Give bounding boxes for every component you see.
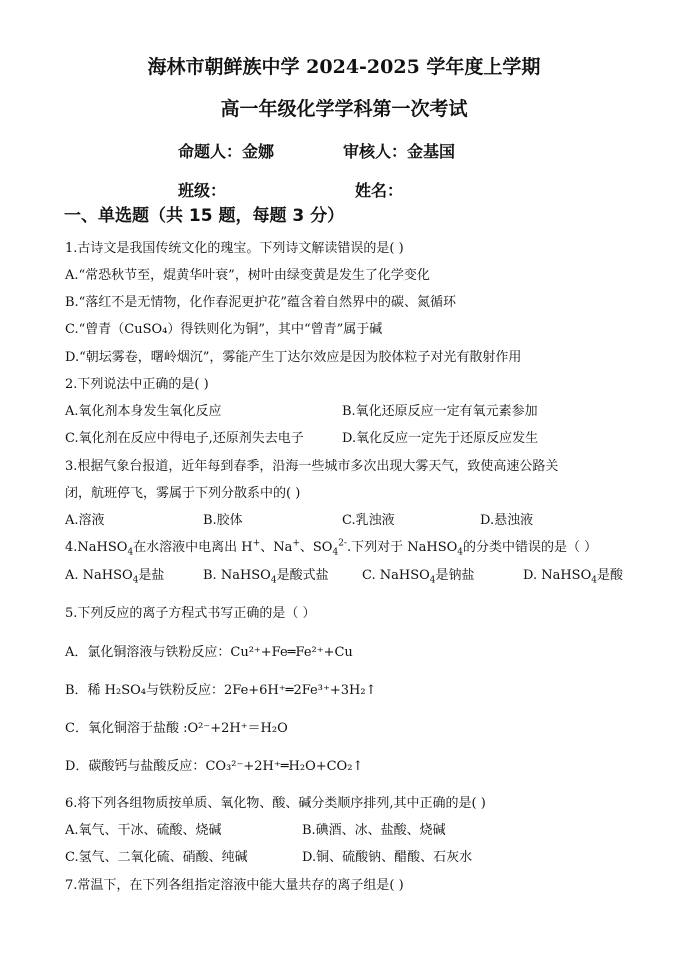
question-1-option-a: A.“常恐秋节至，焜黄华叶衰”，树叶由绿变黄是发生了化学变化	[65, 268, 430, 283]
question-reviewer: 审核人：金基国	[343, 142, 456, 161]
class-field-label: 班级：	[178, 181, 227, 200]
question-6-option-d: D.铜、硫酸钠、醋酸、石灰水	[302, 850, 473, 865]
question-4-option-d: D. NaHSO$_4$是酸	[523, 568, 623, 586]
question-5-option-c: C．氧化铜溶于盐酸 :O²⁻+2H⁺＝H₂O	[65, 721, 288, 736]
question-6-option-b: B.碘酒、冰、盐酸、烧碱	[302, 823, 446, 838]
question-3-option-b: B.胶体	[203, 513, 243, 528]
question-5-option-d: D．碳酸钙与盐酸反应：CO₃²⁻+2H⁺═H₂O+CO₂↑	[65, 759, 364, 774]
question-2-option-c: C.氧化剂在反应中得电子,还原剂失去电子	[65, 431, 304, 446]
question-1-option-d: D.“朝坛雾卷，曙岭烟沉”，雾能产生丁达尔效应是因为胶体粒子对光有散射作用	[65, 350, 522, 365]
name-field-label: 姓名：	[355, 181, 404, 200]
exam-title-line2: 高一年级化学学科第一次考试	[220, 98, 468, 120]
question-5-option-c-equation: O²⁻+2H⁺＝H₂O	[187, 721, 288, 736]
question-setter: 命题人：金娜	[178, 142, 275, 161]
question-2-stem: 2.下列说法中正确的是( )	[65, 377, 209, 392]
question-1-stem: 1.古诗文是我国传统文化的瑰宝。下列诗文解读错误的是( )	[65, 241, 404, 256]
question-5-option-b-equation: 2Fe+6H⁺═2Fe³⁺+3H₂↑	[224, 683, 377, 698]
question-3-option-d: D.悬浊液	[480, 513, 534, 528]
question-2-option-d: D.氧化反应一定先于还原反应发生	[342, 431, 539, 446]
question-2-option-a: A.氧化剂本身发生氧化反应	[65, 404, 222, 419]
question-3-stem-line2: 闭，航班停飞，雾属于下列分散系中的( )	[65, 486, 301, 501]
question-3-option-c: C.乳浊液	[342, 513, 395, 528]
question-3-option-a: A.溶液	[65, 513, 105, 528]
question-6-option-c: C.氢气、二氧化硫、硝酸、纯碱	[65, 850, 248, 865]
question-4-option-b: B. NaHSO$_4$是酸式盐	[203, 568, 329, 586]
question-4-option-a: A. NaHSO$_4$是盐	[65, 568, 165, 586]
exam-title-line1: 海林市朝鲜族中学 2024-2025 学年度上学期	[147, 56, 541, 78]
question-1-option-b: B.“落红不是无情物，化作春泥更护花”蕴含着自然界中的碳、氮循环	[65, 295, 456, 310]
question-2-option-b: B.氧化还原反应一定有氧元素参加	[342, 404, 538, 419]
question-5-option-a: A．氯化铜溶液与铁粉反应：Cu²⁺+Fe═Fe²⁺+Cu	[65, 645, 353, 660]
question-7-stem: 7.常温下，在下列各组指定溶液中能大量共存的离子组是( )	[65, 878, 404, 893]
question-3-stem-line1: 3.根据气象台报道，近年每到春季，沿海一些城市多次出现大雾天气，致使高速公路关	[65, 459, 559, 474]
question-5-option-a-equation: Cu²⁺+Fe═Fe²⁺+Cu	[230, 645, 353, 660]
section-title: 一、单选题（共 15 题，每题 3 分）	[64, 206, 345, 226]
question-1-option-c: C.“曾青（CuSO₄）得铁则化为铜”，其中“曾青”属于碱	[65, 322, 383, 337]
question-4-option-c: C. NaHSO$_4$是钠盐	[362, 568, 475, 586]
question-6-option-a: A.氧气、干冰、硫酸、烧碱	[65, 823, 222, 838]
question-4-stem: 4.NaHSO$_4$在水溶液中电离出 H+、Na+、$SO_4^{2-}$.下列对于 NaHSO$_4$的分类中错误的是（ ）	[65, 538, 598, 558]
question-5-option-d-equation: CO₃²⁻+2H⁺═H₂O+CO₂↑	[205, 759, 364, 774]
question-6-stem: 6.将下列各组物质按单质、氧化物、酸、碱分类顺序排列,其中正确的是( )	[65, 796, 486, 811]
question-5-option-b: B．稀 H₂SO₄与铁粉反应：2Fe+6H⁺═2Fe³⁺+3H₂↑	[65, 683, 377, 698]
question-5-stem: 5.下列反应的离子方程式书写正确的是（ ）	[65, 606, 316, 621]
